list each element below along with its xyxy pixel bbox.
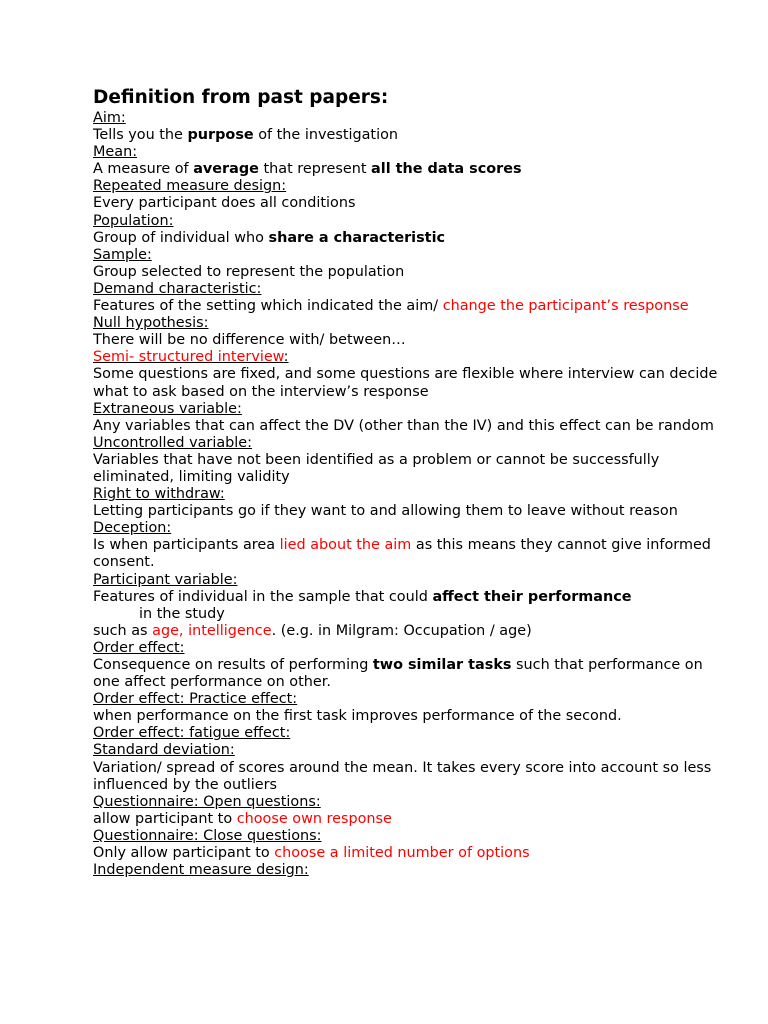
- text-run: when performance on the first task improves performance of the second.: [93, 708, 622, 725]
- bold-text: affect their performance: [432, 588, 632, 605]
- bold-text: two similar tasks: [372, 657, 512, 673]
- term-heading: Population:: [93, 212, 174, 229]
- definition-text: [93, 589, 733, 606]
- text-run: Variation/ spread of scores around the mean. It takes every score into account so less influenced by the outliers: [93, 759, 712, 793]
- definition-text: [93, 366, 733, 400]
- term-heading: [93, 349, 733, 366]
- text-run: such as: [93, 622, 153, 639]
- term-heading: Order effect:: [93, 639, 185, 656]
- bold-text: average: [193, 161, 259, 178]
- definition-list: [93, 110, 733, 879]
- text-run: of the investigation: [253, 127, 398, 144]
- definition-text: [93, 657, 733, 691]
- term-heading: Questionnaire: Close questions:: [93, 827, 322, 844]
- term-heading: Right to withdraw:: [93, 486, 225, 503]
- text-run: in the study: [139, 605, 225, 622]
- definition-text: [93, 418, 733, 435]
- text-run: . (e.g. in Milgram: Occupation / age): [271, 622, 532, 639]
- text-run: Letting participants go if they want to and allowing them to leave without reason: [93, 503, 678, 520]
- term-heading: Deception:: [93, 520, 172, 537]
- definition-continuation: [93, 606, 733, 623]
- text-run: such that performance on one affect performance on other.: [93, 657, 703, 691]
- highlighted-text: Semi- structured interview: [93, 349, 284, 366]
- definition-text: [93, 264, 733, 281]
- text-run: Group selected to represent the population: [93, 263, 405, 280]
- text-run: Tells you the: [93, 127, 188, 144]
- document-page: [93, 86, 733, 879]
- text-run: Features of individual in the sample that could: [93, 588, 433, 605]
- term-heading: Standard deviation:: [93, 742, 235, 759]
- text-run: as this means they cannot give informed consent.: [93, 537, 711, 571]
- definition-text: [93, 298, 733, 315]
- definition-text: [93, 161, 733, 178]
- text-run: There will be no difference with/ between…: [93, 332, 406, 349]
- definition-text: [93, 452, 733, 486]
- text-run: A measure of: [93, 161, 194, 178]
- text-run: that represent: [258, 161, 372, 178]
- definition-text: [93, 811, 733, 828]
- term-heading: Null hypothesis:: [93, 315, 209, 332]
- text-run: Group of individual who: [93, 229, 269, 246]
- term-heading: Participant variable:: [93, 571, 238, 588]
- term-heading: Extraneous variable:: [93, 400, 242, 417]
- bold-text: share a characteristic: [268, 229, 446, 246]
- text-run: Only allow participant to: [93, 845, 275, 862]
- definition-text: [93, 708, 733, 725]
- term-heading: Demand characteristic:: [93, 280, 262, 297]
- text-run: Every participant does all conditions: [93, 195, 356, 212]
- term-heading: Sample:: [93, 246, 152, 263]
- highlighted-text: change the participant’s response: [442, 298, 689, 315]
- highlighted-text: choose own response: [236, 810, 392, 827]
- definition-text: [93, 332, 733, 349]
- highlighted-text: lied about the aim: [279, 537, 412, 554]
- text-run: Variables that have not been identified as a problem or cannot be successfully eliminated, limiting validity: [93, 451, 660, 485]
- text-run: Some questions are fixed, and some questions are flexible where interview can decide what to ask based on the interview’s response: [93, 366, 718, 400]
- term-heading: Uncontrolled variable:: [93, 434, 252, 451]
- term-heading: Questionnaire: Open questions:: [93, 793, 321, 810]
- text-run: Any variables that can affect the DV (other than the IV) and this effect can be random: [93, 417, 714, 434]
- definition-text: [93, 845, 733, 862]
- term-heading: Repeated measure design:: [93, 178, 287, 195]
- term-heading: Order effect: fatigue effect:: [93, 725, 291, 742]
- definition-text: [93, 537, 733, 571]
- term-heading: Order effect: Practice effect:: [93, 691, 298, 708]
- text-run: :: [283, 349, 289, 366]
- definition-text: [93, 195, 733, 212]
- page-title: Definition from past papers:: [93, 87, 389, 108]
- text-run: Is when participants area: [93, 537, 280, 554]
- definition-text: [93, 760, 733, 794]
- text-run: Consequence on results of performing: [93, 657, 373, 673]
- term-heading: Aim:: [93, 110, 126, 126]
- text-run: allow participant to: [93, 810, 237, 827]
- highlighted-text: age, intelligence: [152, 622, 272, 639]
- term-heading: Mean:: [93, 144, 138, 161]
- highlighted-text: choose a limited number of options: [274, 845, 530, 862]
- definition-example: [93, 623, 733, 640]
- definition-text: [93, 127, 733, 144]
- text-run: Features of the setting which indicated the aim/: [93, 298, 443, 315]
- term-heading: Independent measure design:: [93, 862, 309, 879]
- bold-text: all the data scores: [371, 161, 522, 178]
- bold-text: purpose: [187, 127, 254, 144]
- definition-text: [93, 230, 733, 247]
- definition-text: [93, 503, 733, 520]
